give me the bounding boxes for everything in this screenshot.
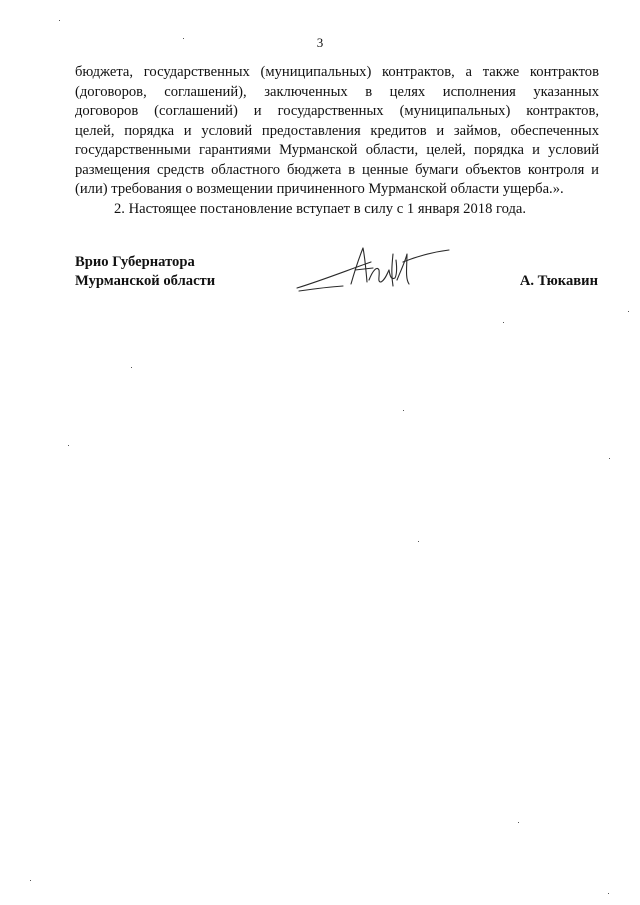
- scan-speck: [628, 311, 629, 312]
- scan-speck: [418, 541, 419, 542]
- handwritten-signature: [293, 240, 453, 300]
- paragraph-continuation: [75, 63, 599, 200]
- signatory-name: А. Тюкавин: [519, 273, 598, 289]
- page-number: 3: [316, 35, 324, 50]
- signatory-title-line1: Врио Губернатора: [75, 254, 195, 270]
- scan-speck: [30, 880, 31, 881]
- scan-speck: [503, 322, 504, 323]
- scan-speck: [403, 410, 404, 411]
- scan-speck: [59, 20, 60, 21]
- scan-speck: [131, 367, 132, 368]
- scan-speck: [183, 38, 184, 39]
- text-line: размещения средств областного бюджета в ценные бумаги объектов контроля и: [75, 161, 599, 178]
- scan-speck: [609, 458, 610, 459]
- text-line: бюджета, государственных (муниципальных) контрактов, а также контрактов: [75, 64, 599, 80]
- scan-speck: [518, 822, 519, 823]
- scan-speck: [608, 893, 609, 894]
- signatory-title-line2: Мурманской области: [75, 273, 216, 289]
- signatory-title: [75, 253, 215, 291]
- paragraph-effective-date: 2. Настоящее постановление вступает в силу с 1 января 2018 года.: [114, 200, 527, 217]
- text-line: целей, порядка и условий предоставления кредитов и займов, обеспеченных: [75, 122, 599, 139]
- text-line: (договоров, соглашений), заключенных в целях исполнения указанных: [75, 83, 599, 100]
- text-line: государственными гарантиями Мурманской области, целей, порядка и условий: [75, 142, 599, 158]
- document-body: [75, 63, 599, 219]
- text-line: договоров (соглашений) и государственных (муниципальных) контрактов,: [75, 103, 599, 119]
- scan-speck: [68, 445, 69, 446]
- text-line: (или) требования о возмещении причиненного Мурманской области ущерба.».: [75, 181, 564, 197]
